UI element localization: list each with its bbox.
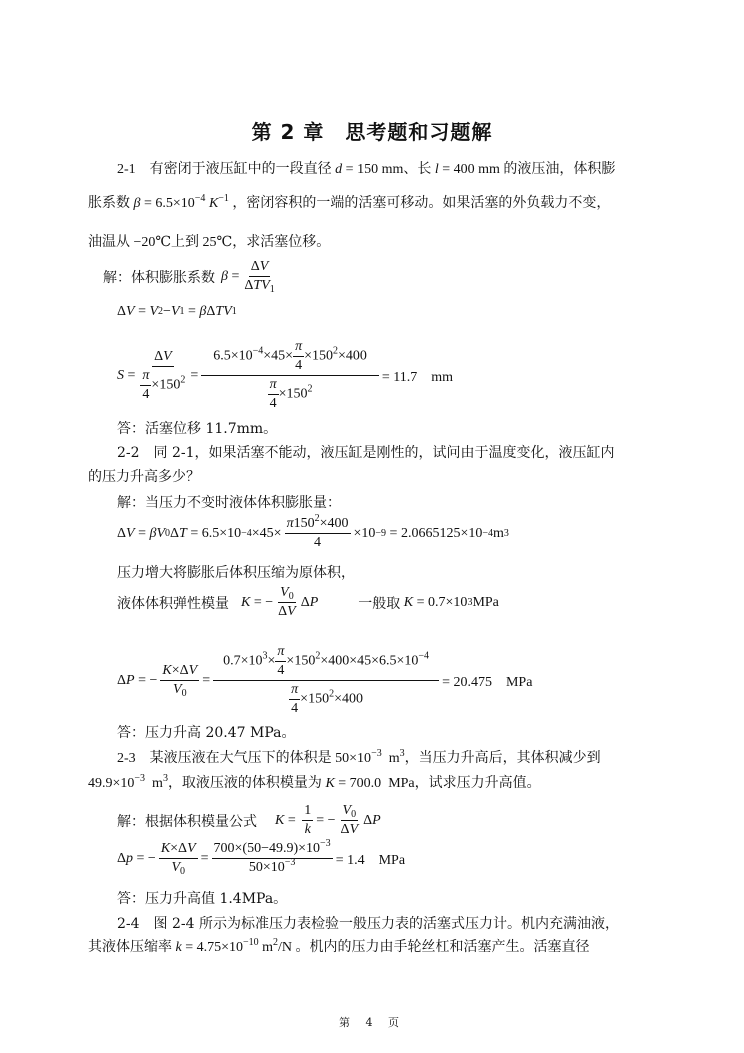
equation-piston-displacement: S = ΔV $\frac{\pi}{4}$ $\times 150^2$ = $6.5\times 10^{-4}\times 45\times$ $\frac{\pi}{4}$ $\times 150^2\times 400$ $\frac{\pi}{4}$ $\times 150^2$ = 11.7 mm [117, 339, 454, 411]
problem-2-4-line-1: 2-4 图 2-4 所示为标准压力表检验一般压力表的活塞式压力计。机内充满油液， [117, 916, 619, 932]
equation-beta: 解：体积膨胀系数 β = $\frac{\Delta V}{\Delta TV_1}$ [103, 259, 275, 295]
equation-pressure-rise-2-2: Δ P = − $\frac{K\times\Delta V}{V_0}$ = $0.7\times 10^3\times$ $\frac{\pi}{4}$ $\times 150^2\times 400\times 45\times 6.5\times 10^{-4}$ $\frac{\pi}{4}$ $\times 150^2\times 400$ = 20.475 MPa [117, 644, 533, 716]
problem-2-2-line-2: 的压力升高多少？ [88, 469, 200, 485]
problem-2-4-line-2: 其液体压缩率 $k = 4.75\times 10^{-10}$ $m^2/N$ 。机内的压力由手轮丝杠和活塞产生。活塞直径 [88, 937, 590, 955]
chapter-title: 第 2 章 思考题和习题解 [251, 120, 493, 144]
answer-2-2: 答：压力升高 20.47 MPa。 [117, 725, 296, 741]
equation-pressure-rise-2-3: Δ p = − $\frac{K\times\Delta V}{V_0}$ = $\frac{700\times(50-49.9)\times 10^{-3}}{50\times 10^{-3}}$ = 1.4 MPa [117, 838, 406, 877]
problem-2-3-line-2: $49.9\times 10^{-3}$ $m^3$，取液压液的体积模量为 K = 700.0 MPa，试求压力升高值。 [88, 773, 541, 791]
problem-2-1-line-2: 胀系数 $\beta = 6.5\times 10^{-4}$ $K^{-1}$ ，密闭容积的一端的活塞可移动。如果活塞的外负载力不变， [88, 193, 611, 211]
problem-2-1-line-1: 2-1 有密闭于液压缸中的一段直径 d = 150 mm、长 l = 400 mm 的液压油，体积膨 [117, 162, 616, 177]
problem-2-3-line-1: 2-3 某液压液在大气压下的体积是 $50\times 10^{-3}$ $m^3$，当压力升高后，其体积减少到 [117, 748, 601, 766]
answer-2-1: 答：活塞位移 11.7mm。 [117, 421, 278, 437]
equation-expansion-volume: Δ V = β V 0 Δ T = 6.5×10 −4 ×45× $\frac{\pi 150^2\times 400}{4}$ ×10 −9 = 2.0665125×10 −4 m 3 [117, 513, 509, 550]
equation-delta-v: Δ V = V 2 − V 1 = β Δ T V 1 [117, 304, 237, 319]
answer-2-3: 答：压力升高值 1.4MPa。 [117, 891, 288, 907]
compression-note: 压力增大将膨胀后体积压缩为原体积， [117, 565, 355, 581]
problem-2-2-line-1: 2-2 同 2-1，如果活塞不能动，液压缸是刚性的，试问由于温度变化，液压缸内 [117, 445, 615, 461]
equation-bulk-modulus-formula: 解：根据体积模量公式 K = $\frac{1}{k}$ = − $\frac{V_0}{\Delta V}$ Δ P [117, 803, 381, 837]
equation-bulk-modulus: 液体体积弹性模量 K = − $\frac{V_0}{\Delta V}$ Δ P 一般取 K = 0.7×10 3 MPa [117, 585, 499, 619]
solution-2-2-intro: 解：当压力不变时液体体积膨胀量： [117, 495, 341, 511]
page-number: 第 4 页 [339, 1016, 405, 1029]
problem-2-1-line-3: 油温从 −20℃上到 25℃，求活塞位移。 [88, 235, 331, 250]
